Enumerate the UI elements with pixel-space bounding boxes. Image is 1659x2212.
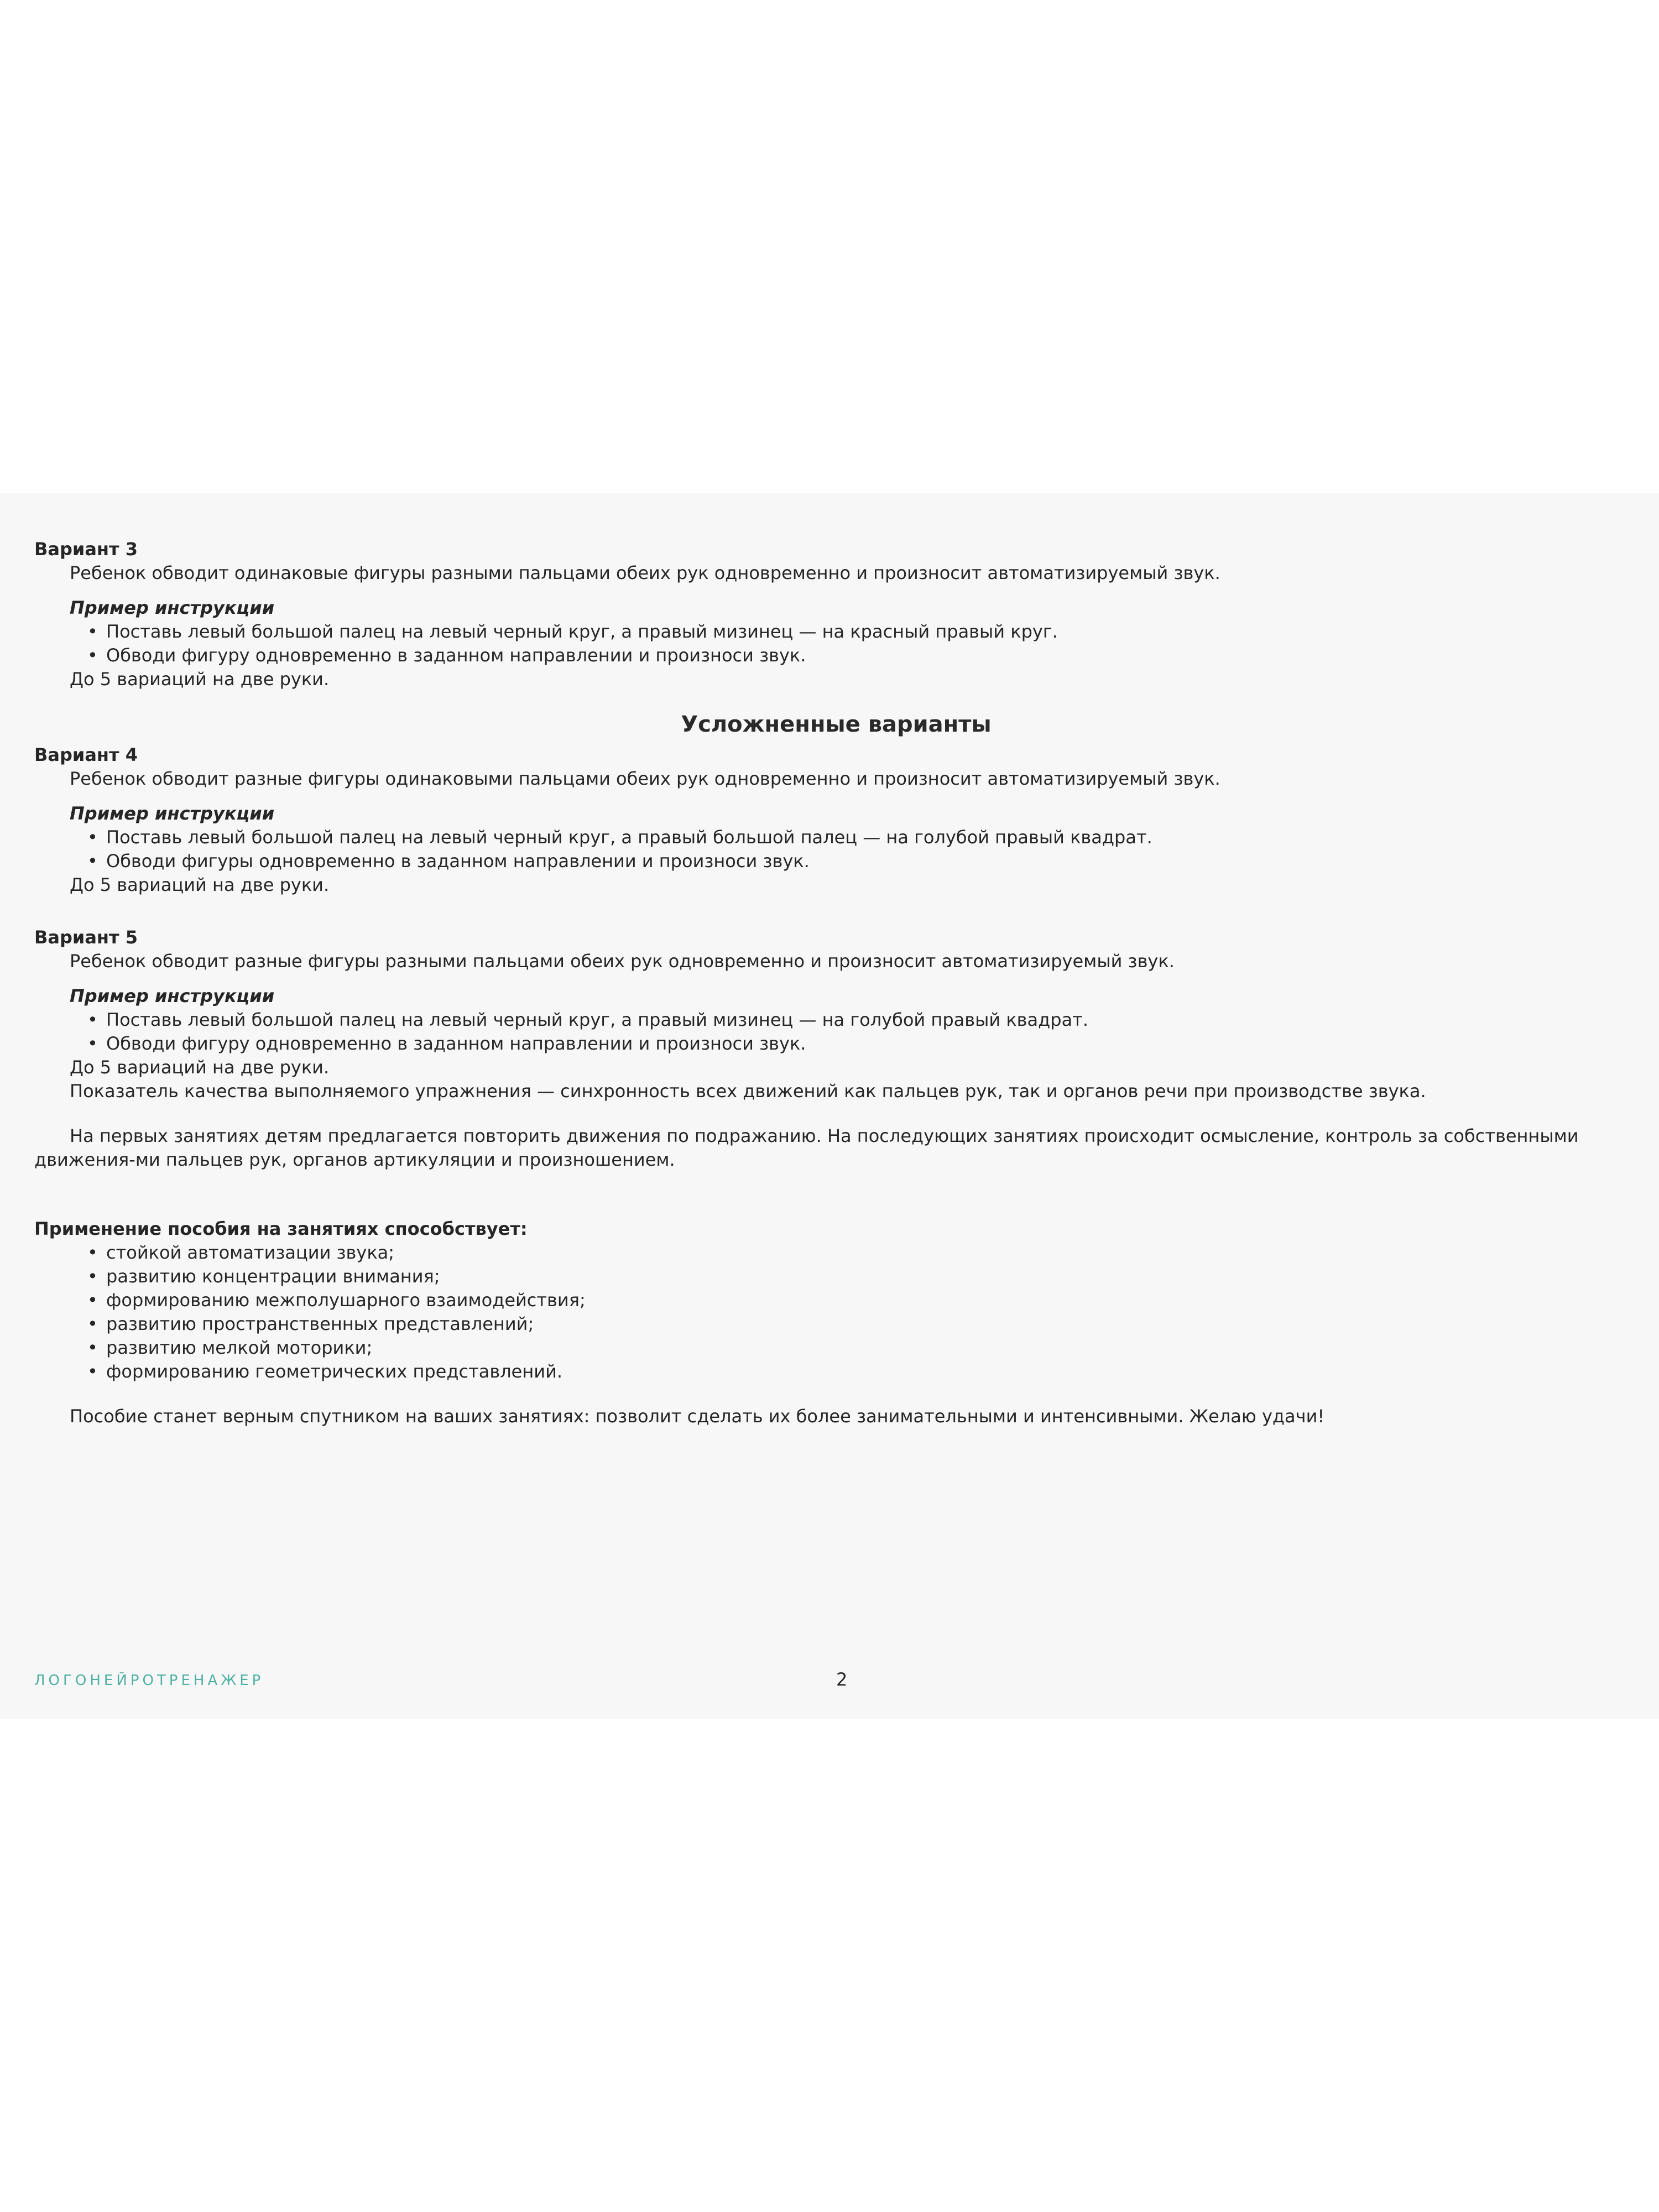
variant-5-section — [34, 926, 1638, 1103]
variant-4-section — [34, 743, 1638, 897]
variant-4-example-title: Пример инструкции — [70, 803, 275, 824]
variant-4-steps — [34, 826, 1638, 873]
variant-4-note: До 5 вариаций на две руки. — [70, 874, 330, 895]
variant-4-title: Вариант 4 — [34, 744, 138, 765]
variant-3-note: До 5 вариаций на две руки. — [70, 669, 330, 690]
footer-brand: ЛОГОНЕЙРОТРЕНАЖЕР — [34, 1672, 264, 1689]
variant-4-step-1: • Поставь левый большой палец на левый черный круг, а правый большой палец — на голубой правый квадрат. — [87, 826, 1638, 849]
variant-5-note: До 5 вариаций на две руки. — [70, 1057, 330, 1078]
variant-3-steps — [34, 620, 1638, 667]
variant-5-description: Ребенок обводит разные фигуры разными пальцами обеих рук одновременно и произносит автоматизируемый звук. — [70, 951, 1175, 972]
complex-variants-heading: Усложненные варианты — [681, 712, 992, 737]
variant-4-step-2: • Обводи фигуры одновременно в заданном направлении и произноси звук. — [87, 849, 1638, 873]
variant-5-step-2: • Обводи фигуру одновременно в заданном направлении и произноси звук. — [87, 1032, 1638, 1056]
variant-3-example-title: Пример инструкции — [70, 597, 275, 618]
closing-paragraph: Пособие станет верным спутником на ваших занятиях: позволит сделать их более занимательными и интенсивными. Желаю удачи! — [70, 1406, 1325, 1427]
first-lessons-paragraph: На первых занятиях детям предлагается повторить движения по подражанию. На последующих занятиях происходит осмысление, контроль за собственными движения-ми пальцев рук, органов артикуляции и произношением. — [34, 1125, 1579, 1170]
variant-3-step-2: • Обводи фигуру одновременно в заданном направлении и произноси звук. — [87, 644, 1638, 667]
benefits-title: Применение пособия на занятиях способствует: — [34, 1218, 528, 1239]
benefit-item: • развитию концентрации внимания; — [87, 1265, 1638, 1288]
variant-3-title: Вариант 3 — [34, 539, 138, 560]
benefit-item: • формированию межполушарного взаимодействия; — [87, 1288, 1638, 1312]
variant-4-description: Ребенок обводит разные фигуры одинаковыми пальцами обеих рук одновременно и произносит автоматизируемый звук. — [70, 768, 1220, 789]
variant-3-step-1: • Поставь левый большой палец на левый черный круг, а правый мизинец — на красный правый круг. — [87, 620, 1638, 644]
variant-3-section — [34, 538, 1638, 691]
benefit-item: • стойкой автоматизации звука; — [87, 1241, 1638, 1265]
variant-5-step-1: • Поставь левый большой палец на левый черный круг, а правый мизинец — на голубой правый квадрат. — [87, 1008, 1638, 1032]
variant-5-example-title: Пример инструкции — [70, 985, 275, 1006]
variant-3-description: Ребенок обводит одинаковые фигуры разными пальцами обеих рук одновременно и произносит автоматизируемый звук. — [70, 562, 1220, 583]
spacer — [34, 897, 1638, 926]
benefit-item: • развитию пространственных представлений; — [87, 1312, 1638, 1336]
variant-5-steps — [34, 1008, 1638, 1056]
page-content — [34, 538, 1638, 1428]
benefit-item: • формированию геометрических представлений. — [87, 1360, 1638, 1384]
page-number: 2 — [836, 1669, 848, 1690]
benefit-item: • развитию мелкой моторики; — [87, 1336, 1638, 1360]
quality-note: Показатель качества выполняемого упражнения — синхронность всех движений как пальцев рук, так и органов речи при производстве звука. — [70, 1081, 1426, 1102]
benefits-section — [34, 1217, 1638, 1384]
variant-5-title: Вариант 5 — [34, 927, 138, 948]
benefits-list — [34, 1241, 1638, 1384]
